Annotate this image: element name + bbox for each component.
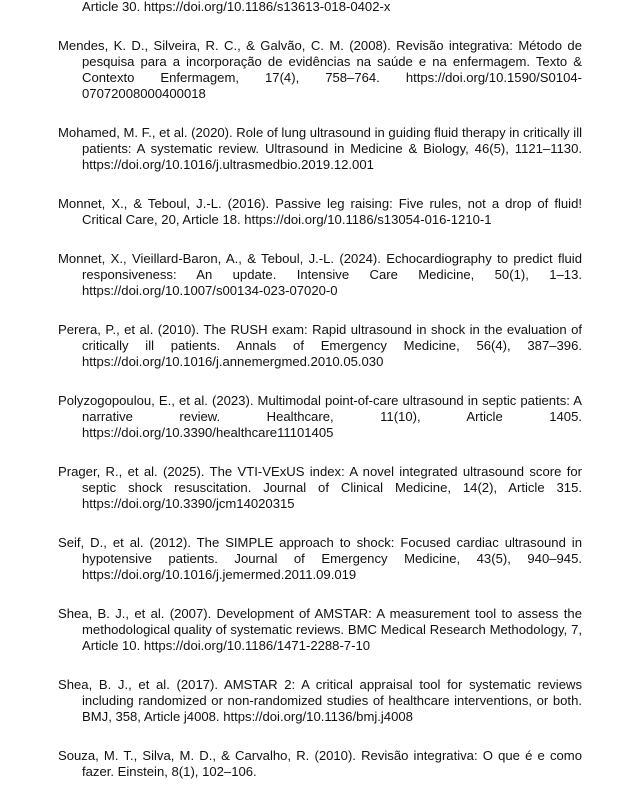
reference-entry: Polyzogopoulou, E., et al. (2023). Multimodal point-of-care ultrasound in septic patients: A narrative review. Healthcare, 11(10), Article 1405. https://doi.org/10.3390/healthcare11101405 (58, 393, 582, 440)
reference-entry: Shea, B. J., et al. (2017). AMSTAR 2: A critical appraisal tool for systematic reviews including randomized or non-randomized studies of healthcare interventions, or both. BMJ, 358, Article j4008. https://doi.org/10.1136/bmj.j4008 (58, 677, 582, 724)
reference-entry: Perera, P., et al. (2010). The RUSH exam: Rapid ultrasound in shock in the evaluation of critically ill patients. Annals of Emergency Medicine, 56(4), 387–396. https://doi.org/10.1016/j.annemergmed.2010.05.030 (58, 322, 582, 369)
reference-entry: Seif, D., et al. (2012). The SIMPLE approach to shock: Focused cardiac ultrasound in hypotensive patients. Journal of Emergency Medicine, 43(5), 940–945. https://doi.org/10.1016/j.jemermed.2011.09.019 (58, 535, 582, 582)
reference-list (58, 0, 582, 803)
reference-entry: Monnet, X., Vieillard-Baron, A., & Teboul, J.-L. (2024). Echocardiography to predict fluid responsiveness: An update. Intensive Care Medicine, 50(1), 1–13. https://doi.org/10.1007/s00134-023-07020-0 (58, 251, 582, 298)
reference-entry: Monnet, X., & Teboul, J.-L. (2016). Passive leg raising: Five rules, not a drop of fluid! Critical Care, 20, Article 18. https://doi.org/10.1186/s13054-016-1210-1 (58, 196, 582, 227)
reference-entry: Souza, M. T., Silva, M. D., & Carvalho, R. (2010). Revisão integrativa: O que é e como fazer. Einstein, 8(1), 102–106. (58, 748, 582, 779)
reference-entry: Article 30. https://doi.org/10.1186/s13613-018-0402-x (82, 0, 391, 14)
reference-entry: Prager, R., et al. (2025). The VTI-VExUS index: A novel integrated ultrasound score for septic shock resuscitation. Journal of Clinical Medicine, 14(2), Article 315. https://doi.org/10.3390/jcm14020315 (58, 464, 582, 511)
reference-entry: Mohamed, M. F., et al. (2020). Role of lung ultrasound in guiding fluid therapy in critically ill patients: A systematic review. Ultrasound in Medicine & Biology, 46(5), 1121–1130. https://doi.org/10.1016/j.ultrasmedbio.2019.12.001 (58, 125, 583, 172)
reference-entry: Shea, B. J., et al. (2007). Development of AMSTAR: A measurement tool to assess the methodological quality of systematic reviews. BMC Medical Research Methodology, 7, Article 10. https://doi.org/10.1186/1471-2288-7-10 (58, 606, 582, 653)
reference-entry: Mendes, K. D., Silveira, R. C., & Galvão, C. M. (2008). Revisão integrativa: Método de pesquisa para a incorporação de evidências na saúde e na enfermagem. Texto & Contexto Enfermagem, 17(4), 758–764. https://doi.org/10.1590/S0104-07072008000400018 (58, 38, 582, 101)
